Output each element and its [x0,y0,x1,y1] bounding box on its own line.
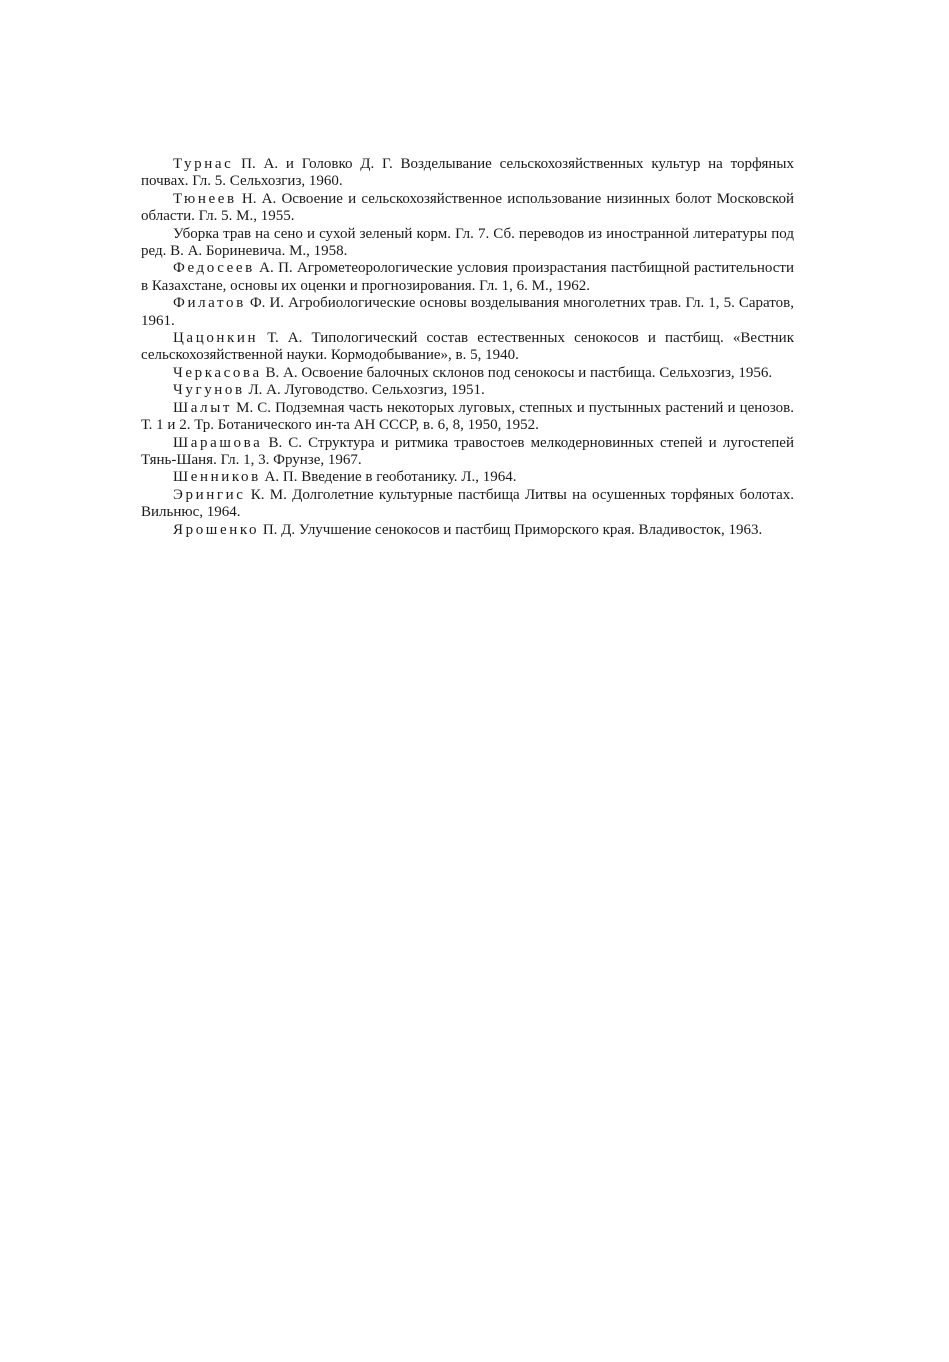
entry-author: Шарашова [173,434,263,451]
bibliography-entry [141,435,794,470]
bibliography-entry [141,382,794,399]
entry-text: М. С. Подземная часть некоторых луговых, степных и пустынных растений и ценозов. Т. 1 и 2. Тр. Ботанического ин-та АН СССР, в. 6, 8, 1950, 1952. [141,399,794,434]
entry-text: В. С. Структура и ритмика травостоев мелкодерновинных степей и лугостепей Тянь-Шаня. Гл. 1, 3. Фрунзе, 1967. [141,434,794,468]
entry-text: К. М. Долголетние культурные пастбища Литвы на осушенных торфяных болотах. Вильнюс, 1964. [141,486,794,521]
entry-text: П. Д. Улучшение сенокосов и пастбищ Приморского края. Владивосток, 1963. [259,521,763,538]
bibliography-entry [141,469,794,486]
entry-author: Тюнеев [173,190,237,207]
entry-author: Шенников [173,469,261,486]
entry-text: Н. А. Освоение и сельскохозяйственное использование низинных болот Московской области. Гл. 5. М., 1955. [141,190,794,225]
entry-text: Л. А. Луговодство. Сельхозгиз, 1951. [244,382,485,399]
entry-text: А. П. Введение в геоботанику. Л., 1964. [260,469,517,486]
bibliography-list [141,156,794,539]
entry-text: А. П. Агрометеорологические условия произрастания пастбищной растительности в Казахстане, основы их оценки и прогнозирования. Гл. 1, 6. М., 1962. [141,260,794,294]
entry-text: Т. А. Типологический состав естественных сенокосов и пастбищ. «Вестник сельскохозяйственной науки. Кормодобывание», в. 5, 1940. [141,330,794,364]
bibliography-entry [141,191,794,226]
entry-author: Черкасова [173,364,262,381]
entry-text: Ф. И. Агробиологические основы возделывания многолетних трав. Гл. 1, 5. Саратов, 1961. [141,295,794,329]
bibliography-entry [141,487,794,522]
entry-text: В. А. Освоение балочных склонов под сенокосы и пастбища. Сельхозгиз, 1956. [261,364,773,381]
entry-author: Чугунов [173,382,245,399]
entry-author: Филатов [173,295,246,312]
bibliography-entry [141,260,794,295]
entry-author: Цацонкин [173,330,259,347]
entry-author: Турнас [173,156,234,172]
entry-author: Эрингис [173,486,246,503]
bibliography-entry [141,226,794,261]
bibliography-entry [141,365,794,382]
bibliography-entry [141,295,794,330]
entry-text: П. А. и Головко Д. Г. Возделывание сельскохозяйственных культур на торфяных почвах. Гл. 5. Сельхозгиз, 1960. [141,156,794,190]
bibliography-entry [141,156,794,191]
bibliography-entry [141,330,794,365]
entry-author: Федосеев [173,260,255,277]
entry-author: Шалыт [173,399,233,416]
entry-author: Ярошенко [173,521,260,538]
bibliography-entry [141,400,794,435]
entry-text: Уборка трав на сено и сухой зеленый корм. Гл. 7. Сб. переводов из иностранной литературы под ред. В. А. Бориневича. М., 1958. [141,225,794,260]
bibliography-entry [141,522,794,539]
